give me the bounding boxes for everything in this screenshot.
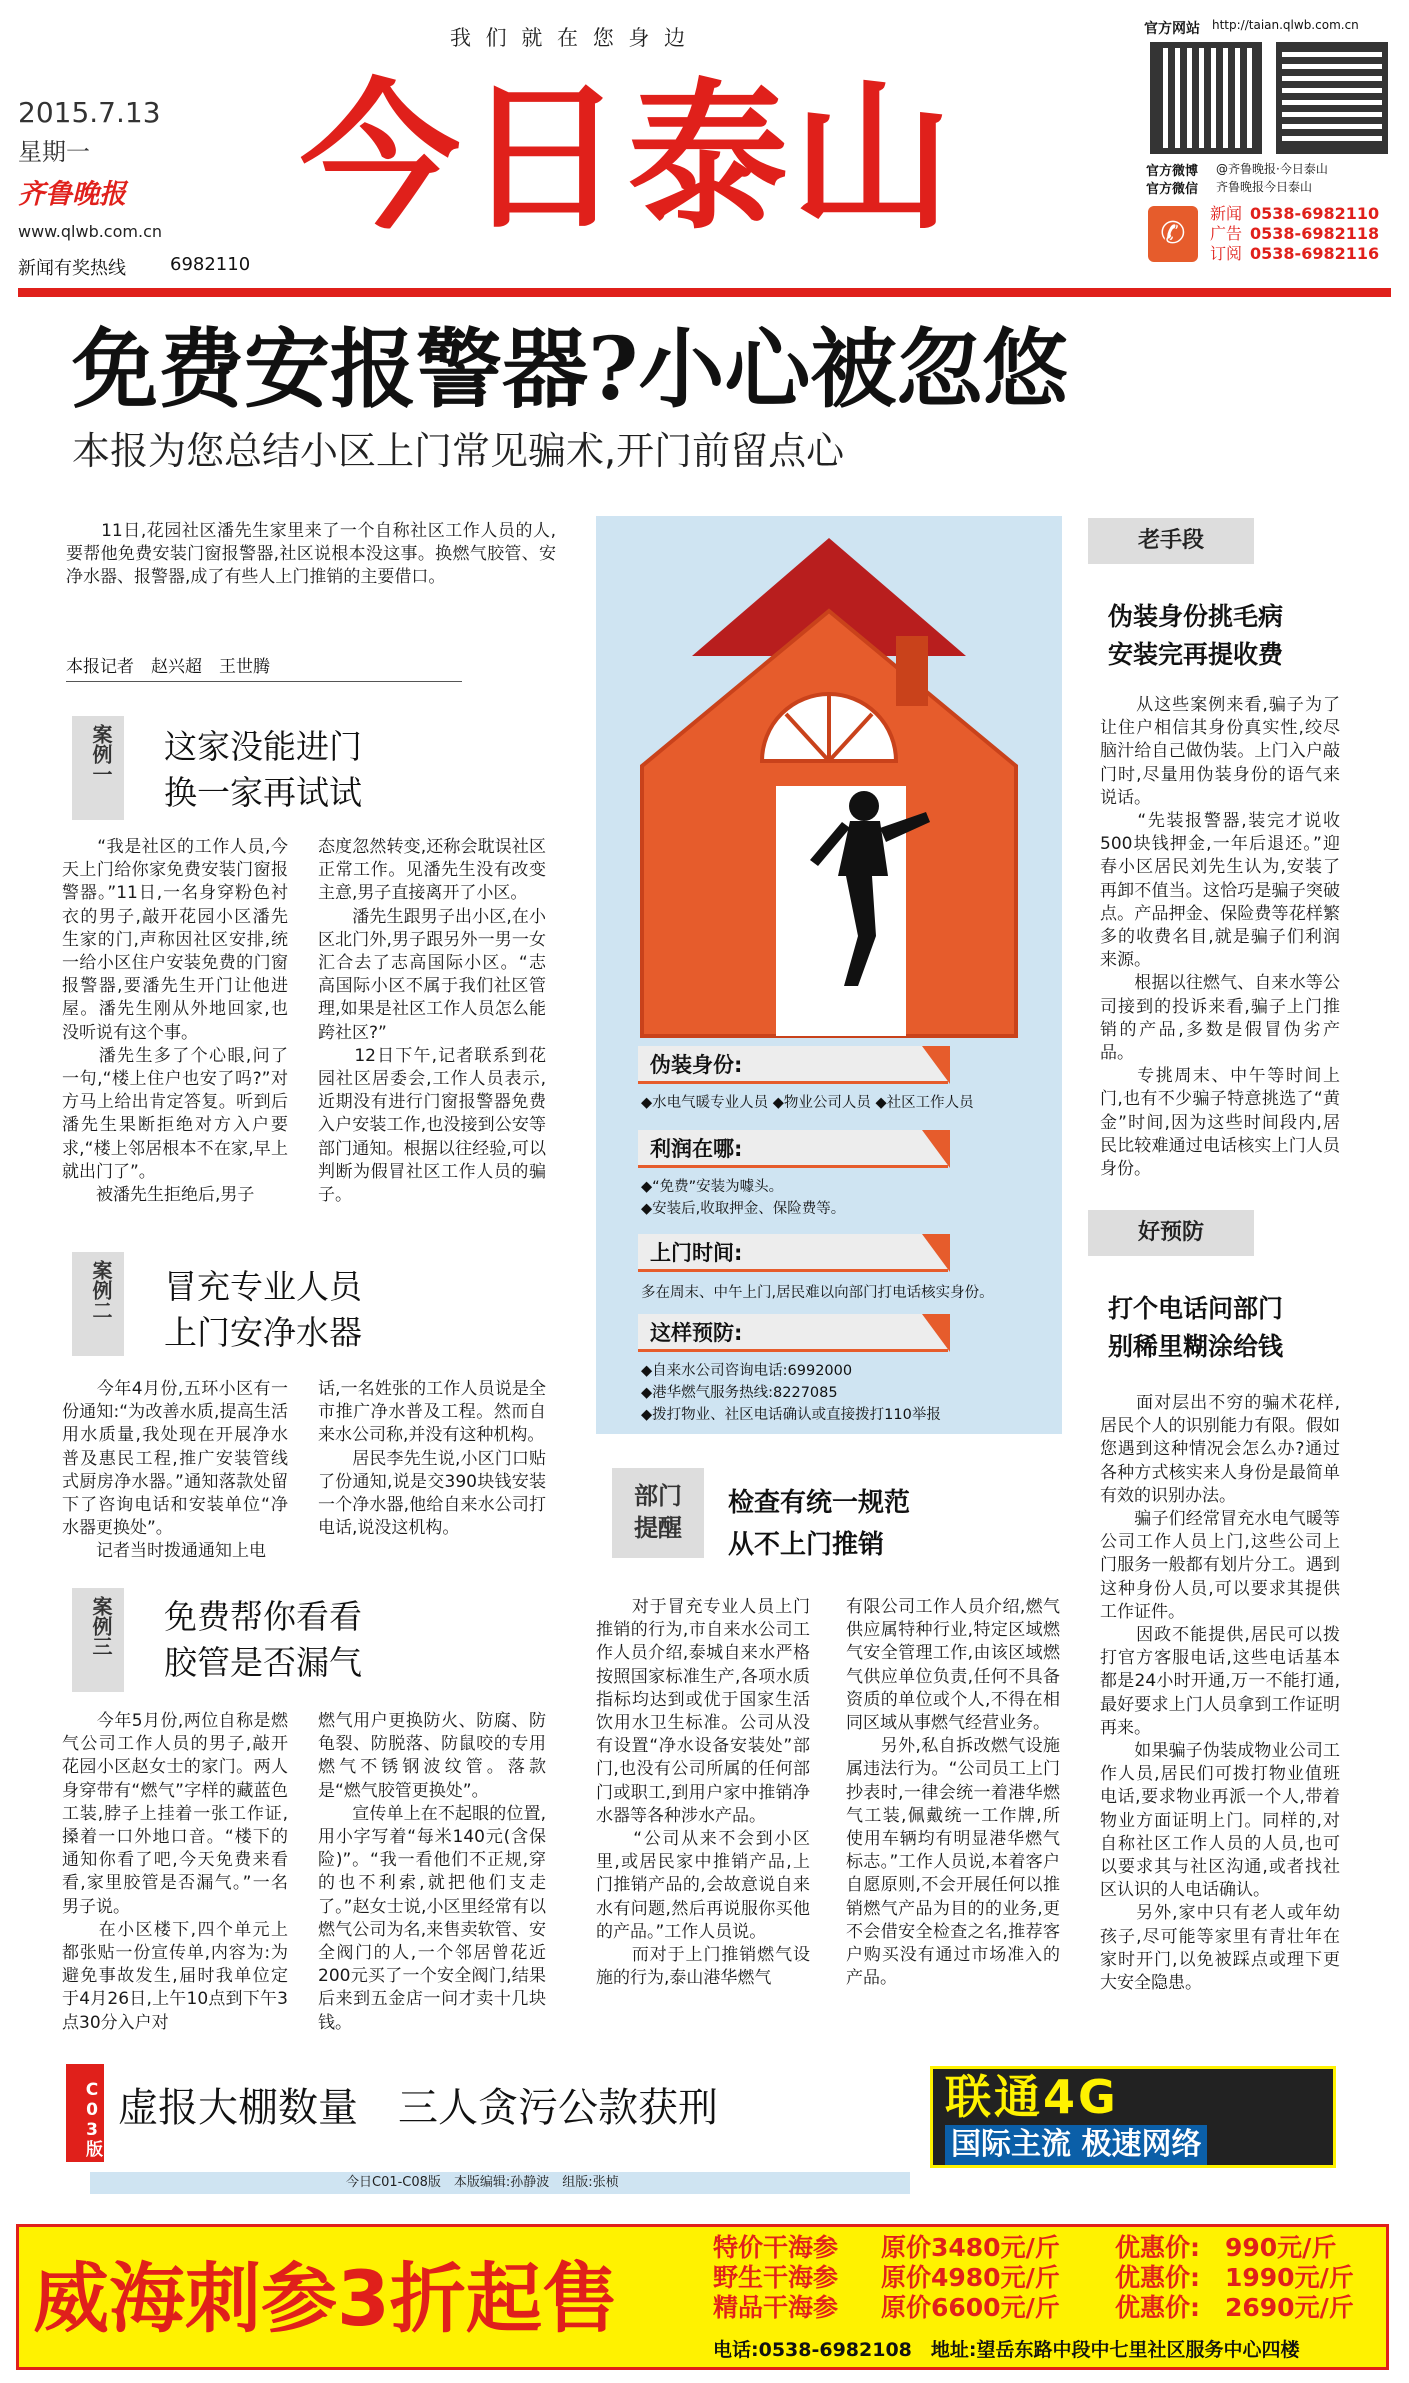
ad-price-row: 野生干海参 原价4980元/斤 优惠价: 1990元/斤 bbox=[713, 2263, 1354, 2292]
info-prevent-3: ◆拨打物业、社区电话确认或直接拨打110举报 bbox=[641, 1407, 941, 1423]
info-profit-2: ◆安装后,收取押金、保险费等。 bbox=[641, 1201, 846, 1217]
dept-title-2: 从不上门推销 bbox=[728, 1530, 885, 1560]
official-site-url: http://taian.qlwb.com.cn bbox=[1212, 18, 1359, 32]
house-chimney bbox=[896, 636, 928, 706]
info-profit-1: ◆“免费”安装为噱头。 bbox=[641, 1179, 784, 1195]
newspaper-title: 今日泰山 bbox=[300, 63, 957, 251]
case-title: 换一家再试试 bbox=[164, 773, 362, 812]
case-body-col2: 燃气用户更换防火、防腐、防龟裂、防脱落、防鼠咬的专用燃气不锈钢波纹管。落款是“燃气胶管更换处”。 宣传单上在不起眼的位置,用小字写着“每米140元(含保险)”。“我一看他们不正规,穿的也不利索,就把他们支走了。”赵女士说,小区里经常有以燃气公司为名,来售卖软管、安全阀门的人,一个邻居曾花近200元买了一个安全阀门,结果后来到五金店一问才卖十几块钱。 bbox=[318, 1711, 546, 2033]
ad-title: 威海刺参3折起售 bbox=[33, 2254, 618, 2343]
info-label-prevent: 这样预防: bbox=[638, 1314, 948, 1352]
house-illustration bbox=[596, 516, 1062, 1036]
case-title: 上门安净水器 bbox=[164, 1313, 362, 1352]
seafood-ad bbox=[16, 2224, 1389, 2370]
phone-icon: ✆ bbox=[1148, 206, 1198, 262]
headline: 免费安报警器?小心被忽悠 bbox=[72, 319, 1069, 420]
info-label-identity: 伪装身份: bbox=[638, 1046, 948, 1084]
sidebar-body-1: 从这些案例来看,骗子为了让住户相信其身份真实性,绞尽脑汁给自己做伪装。上门入户敲门时,尽量用伪装身份的语气来说话。 “先装报警器,装完才说收500块钱押金,一年后退还。”迎春小区居民刘先生认为,安装了再卸不值当。这恰巧是骗子突破点。产品押金、保险费等花样繁多的收费名目,就是骗子们利润来源。 根据以往燃气、自来水等公司接到的投诉来看,骗子上门推销的产品,多数是假冒伪劣产品。 专挑周末、中午等时间上门,也有不少骗子特意挑选了“黄金”时间,因为这些时间段内,居民比较难通过电话核实上门人员身份。 bbox=[1100, 695, 1340, 1180]
qr-code-weibo bbox=[1150, 42, 1262, 154]
sidebar-title: 安装完再提收费 bbox=[1108, 640, 1284, 669]
qr-code-weixin bbox=[1276, 42, 1388, 154]
infographic bbox=[596, 516, 1062, 1434]
case-badge: 案例三 bbox=[72, 1588, 124, 1692]
issue-weekday: 星期一 bbox=[18, 138, 90, 166]
phone-row: 新闻 0538-6982110 bbox=[1210, 204, 1380, 223]
info-label-profit: 利润在哪: bbox=[638, 1130, 948, 1168]
slogan: 我 们 就 在 您 身 边 bbox=[450, 26, 690, 50]
dept-badge: 部门 提醒 bbox=[612, 1468, 704, 1558]
section-tab-old-tricks: 老手段 bbox=[1088, 518, 1254, 564]
byline: 本报记者 赵兴超 王世腾 bbox=[66, 652, 462, 682]
page-teaser: 虚报大棚数量 三人贪污公款获刑 bbox=[118, 2085, 718, 2131]
ad-price-row: 精品干海参 原价6600元/斤 优惠价: 2690元/斤 bbox=[713, 2293, 1354, 2322]
case-body-col2: 话,一名姓张的工作人员说是全市推广净水普及工程。然而自来水公司称,并没有这种机构。 居民李先生说,小区门口贴了份通知,说是交390块钱安装一个净水器,他给自来水公司打电话,说没这机构。 bbox=[318, 1379, 546, 1539]
official-site-label: 官方网站 bbox=[1144, 21, 1200, 37]
info-prevent-1: ◆自来水公司咨询电话:6992000 bbox=[641, 1363, 853, 1379]
dept-title-1: 检查有统一规范 bbox=[728, 1488, 911, 1518]
ad-price-row: 特价干海参 原价3480元/斤 优惠价: 990元/斤 bbox=[713, 2233, 1337, 2262]
case-title: 免费帮你看看 bbox=[164, 1597, 362, 1636]
case-body-col1: 今年4月份,五环小区有一份通知:“为改善水质,提高生活用水质量,我处现在开展净水普及惠民工程,推广安装管线式厨房净水器。”通知落款处留下了咨询电话和安装单位“净水器更换处”。 记者当时拨通通知上电 bbox=[62, 1379, 288, 1562]
case-body-col1: “我是社区的工作人员,今天上门给你家免费安装门窗报警器。”11日,一名身穿粉色衬衣的男子,敲开花园小区潘先生家的门,声称因社区安排,统一给小区住户安装免费的门窗报警器,要潘先生开门让他进屋。潘先生刚从外地回家,也没听说有这个事。 潘先生多了个心眼,问了一句,“楼上住户也安了吗?”对方马上给出肯定答复。听到后潘先生果断拒绝对方入户要求,“楼上邻居根本不在家,早上就出门了”。 被潘先生拒绝后,男子 bbox=[62, 837, 288, 1206]
case-title: 冒充专业人员 bbox=[164, 1267, 362, 1306]
case-body-col1: 今年5月份,两位自称是燃气公司工作人员的男子,敲开花园小区赵女士的家门。两人身穿带有“燃气”字样的藏蓝色工装,脖子上挂着一张工作证,搡着一口外地口音。“楼下的通知你看了吧,今天免费来看看,家里胶管是否漏气。”一名男子说。 在小区楼下,四个单元上都张贴一份宣传单,内容为:为避免事故发生,届时我单位定于4月26日,上午10点到下午3点30分入户对 bbox=[62, 1711, 288, 2033]
weibo-label: 官方微博 bbox=[1146, 164, 1199, 179]
hotline-number: 6982110 bbox=[170, 254, 251, 275]
info-label-time: 上门时间: bbox=[638, 1234, 948, 1272]
dept-body-col2: 有限公司工作人员介绍,燃气供应属特种行业,特定区域燃气安全管理工作,由该区域燃气供应单位负责,任何不具备资质的单位或个人,不得在相同区域从事燃气经营业务。 另外,私自拆改燃气设施属违法行为。“公司员工上门抄表时,一律会统一着港华燃气工装,佩戴统一工作牌,所使用车辆均有明显港华燃气标志。”工作人员说,本着客户自愿原则,不会开展任何以推销燃气产品为目的的业务,更不会借安全检查之名,推荐客户购买没有通过市场准入的产品。 bbox=[846, 1597, 1060, 1989]
section-tab-prevention: 好预防 bbox=[1088, 1210, 1254, 1256]
weixin-label: 官方微信 bbox=[1146, 182, 1199, 197]
info-identity: ◆水电气暖专业人员 ◆物业公司人员 ◆社区工作人员 bbox=[641, 1095, 974, 1111]
unicom-ad bbox=[930, 2066, 1336, 2168]
case-title: 胶管是否漏气 bbox=[164, 1643, 362, 1682]
masthead-rule bbox=[18, 288, 1391, 297]
weibo-account: @齐鲁晚报·今日泰山 bbox=[1216, 162, 1328, 176]
sidebar-body-2: 面对层出不穷的骗术花样,居民个人的识别能力有限。假如您遇到这种情况会怎么办?通过各种方式核实来人身份是最简单有效的识别办法。 骗子们经常冒充水电气暖等公司工作人员上门,这些公司上门服务一般都有划片分工。遇到这种身份人员,可以要求其提供工作证件。 因政不能提供,居民可以拨打官方客服电话,这些电话基本都是24小时开通,万一不能打通,最好要求上门人员拿到工作证明再来。 如果骗子伪装成物业公司工作人员,居民们可拨打物业值班电话,要求物业再派一个人,带着物业方面证明上门。同样的,对自称社区工作人员的人员,也可以要求其与社区沟通,或者找社区认识的人电话确认。 另外,家中只有老人或年幼孩子,尽可能等家里有青壮年在家时开门,以免被踩点或理下更大安全隐患。 bbox=[1100, 1393, 1340, 1994]
info-time: 多在周末、中午上门,居民难以向部门打电话核实身份。 bbox=[641, 1285, 994, 1301]
phone-list bbox=[1210, 204, 1395, 264]
sidebar-title: 打个电话问部门 bbox=[1108, 1294, 1284, 1323]
case-title: 这家没能进门 bbox=[164, 727, 362, 766]
phone-row: 广告 0538-6982118 bbox=[1210, 224, 1380, 243]
weixin-account: 齐鲁晚报今日泰山 bbox=[1216, 180, 1313, 194]
subheadline: 本报为您总结小区上门常见骗术,开门前留点心 bbox=[72, 429, 845, 473]
edition-credit-bar bbox=[90, 2172, 910, 2194]
sidebar-title: 别稀里糊涂给钱 bbox=[1108, 1332, 1284, 1361]
ad-contact: 电话:0538-6982108 地址:望岳东路中段中七里社区服务中心四楼 bbox=[713, 2339, 1300, 2361]
case-badge: 案例一 bbox=[72, 716, 124, 820]
hotline-label: 新闻有奖热线 bbox=[18, 258, 126, 279]
phone-row: 订阅 0538-6982116 bbox=[1210, 244, 1380, 263]
sidebar-title: 伪装身份挑毛病 bbox=[1108, 602, 1284, 631]
info-prevent-2: ◆港华燃气服务热线:8227085 bbox=[641, 1385, 838, 1401]
page-ref-badge: C03版 bbox=[66, 2064, 104, 2162]
edition-credit: 今日C01-C08版 本版编辑:孙静波 组版:张桢 bbox=[346, 2175, 619, 2190]
case-body-col2: 态度忽然转变,还称会耽误社区正常工作。见潘先生没有改变主意,男子直接离开了小区。 潘先生跟男子出小区,在小区北门外,男子跟另外一男一女汇合去了志高国际小区。“志高国际小区不属于我们社区管理,如果是社区工作人员怎么能跨社区?” 12日下午,记者联系到花园社区居委会,工作人员表示,近期没有进行门窗报警器免费入户安装工作,也没接到公安等部门通知。根据以往经验,可以判断为假冒社区工作人员的骗子。 bbox=[318, 837, 546, 1206]
case-badge: 案例二 bbox=[72, 1252, 124, 1356]
dept-body-col1: 对于冒充专业人员上门推销的行为,市自来水公司工作人员介绍,泰城自来水严格按照国家标准生产,各项水质指标均达到或优于国家生活饮用水卫生标准。公司从没有设置“净水设备安装处”部门,也没有公司所属的任何部门或职工,到用户家中推销净水器等各种涉水产品。 “公司从来不会到小区里,或居民家中推销产品,上门推销产品的,会故意说自来水有问题,然后再说服你买他的产品。”工作人员说。 而对于上门推销燃气设施的行为,泰山港华燃气 bbox=[596, 1597, 810, 1989]
brand-site: www.qlwb.com.cn bbox=[18, 222, 162, 241]
lead-paragraph: 11日,花园社区潘先生家里来了一个自称社区工作人员的人,要帮他免费安装门窗报警器,社区说根本没这事。换燃气胶管、安净水器、报警器,成了有些人上门推销的主要借口。 bbox=[66, 521, 556, 587]
ad-price-table bbox=[713, 2233, 1373, 2323]
unicom-title: 联通4G bbox=[945, 2070, 1119, 2124]
unicom-slogan: 国际主流 极速网络 bbox=[945, 2125, 1207, 2165]
brand-logo: 齐鲁晚报 bbox=[18, 179, 126, 210]
issue-date: 2015.7.13 bbox=[18, 96, 161, 129]
